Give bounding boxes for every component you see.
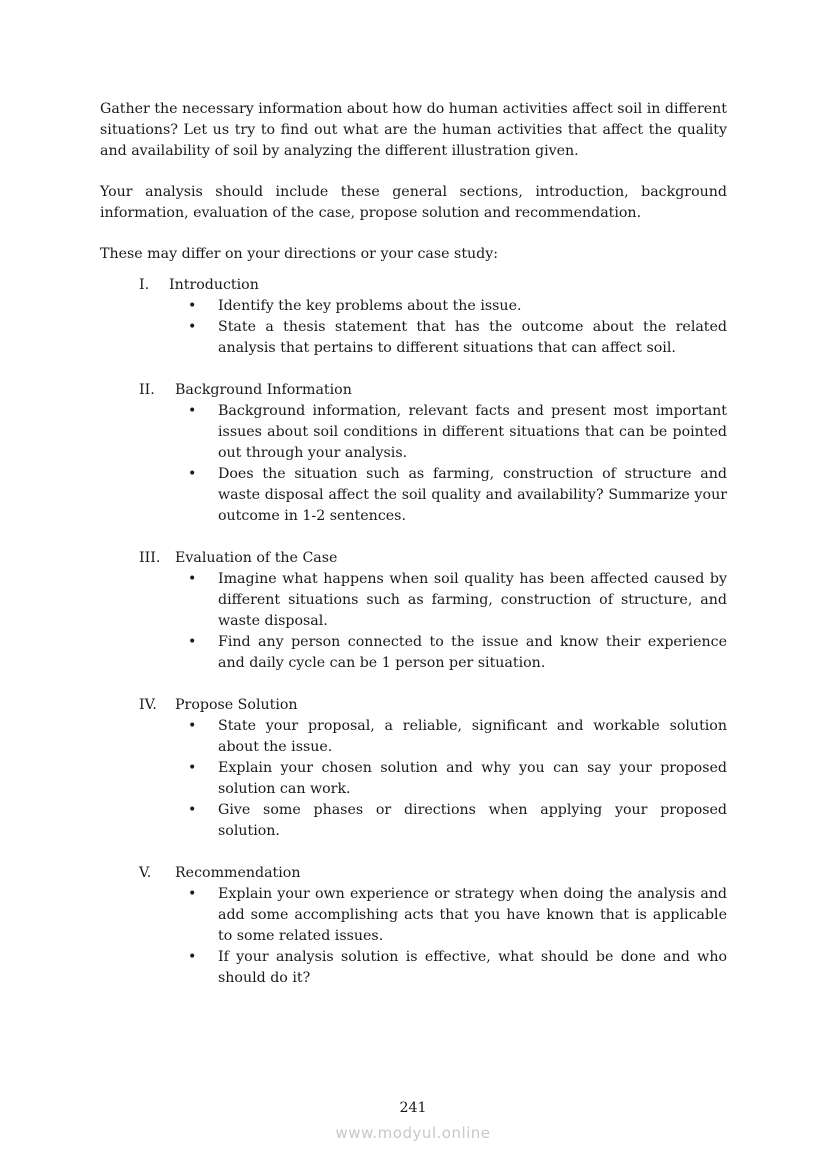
section-title: Recommendation <box>175 865 301 881</box>
bullet-item: • Give some phases or directions when applying your proposed solution. <box>218 800 727 842</box>
section-recommendation <box>100 863 727 989</box>
paragraph-gather-info: Gather the necessary information about how do human activities affect soil in different situations? Let us try to find out what are the human activities that affect the quality and availability of soil by analyzing the different illustration given. <box>100 101 728 159</box>
bullet-list <box>100 569 727 674</box>
document-body <box>100 99 727 1010</box>
bullet-item: • Does the situation such as farming, construction of structure and waste disposal affect the soil quality and availability? Summarize your outcome in 1-2 sentences. <box>218 464 727 527</box>
bullet-list <box>100 884 727 989</box>
section-title: Background Information <box>175 382 352 398</box>
bullet-item: • If your analysis solution is effective, what should be done and who should do it? <box>218 947 727 989</box>
section-heading <box>100 275 727 296</box>
bullet-list <box>100 401 727 527</box>
paragraph-analysis-sections: Your analysis should include these general sections, introduction, background information, evaluation of the case, propose solution and recommendation. <box>100 184 727 221</box>
section-numeral: IV. <box>139 697 157 713</box>
section-title: Evaluation of the Case <box>175 550 338 566</box>
section-numeral: II. <box>139 382 155 398</box>
section-evaluation-of-the-case <box>100 548 727 674</box>
section-numeral: III. <box>139 550 161 566</box>
bullet-item: • Imagine what happens when soil quality has been affected caused by different situations such as farming, construction of structure, and waste disposal. <box>218 569 727 632</box>
bullet-list <box>100 716 727 842</box>
section-background-information <box>100 380 727 527</box>
bullet-list <box>100 296 727 359</box>
section-numeral: V. <box>139 865 152 881</box>
bullet-item: • Identify the key problems about the issue. <box>218 296 727 317</box>
section-title: Introduction <box>169 277 259 293</box>
bullet-item: • Explain your chosen solution and why you can say your proposed solution can work. <box>218 758 727 800</box>
section-numeral: I. <box>139 277 150 293</box>
bullet-item: • Background information, relevant facts and present most important issues about soil conditions in different situations that can be pointed out through your analysis. <box>218 401 727 464</box>
bullet-item: • Find any person connected to the issue and know their experience and daily cycle can be 1 person per situation. <box>218 632 727 674</box>
page-number: 241 <box>399 1100 427 1116</box>
bullet-item: • State your proposal, a reliable, significant and workable solution about the issue. <box>218 716 727 758</box>
paragraph-directions-intro: These may differ on your directions or your case study: <box>100 246 499 262</box>
section-introduction <box>100 275 727 359</box>
section-heading <box>100 548 727 569</box>
section-propose-solution <box>100 695 727 842</box>
section-heading <box>100 380 727 401</box>
section-title: Propose Solution <box>175 697 298 713</box>
section-heading <box>100 695 727 716</box>
bullet-item: • Explain your own experience or strategy when doing the analysis and add some accomplishing acts that you have known that is applicable to some related issues. <box>218 884 727 947</box>
bullet-item: • State a thesis statement that has the outcome about the related analysis that pertains to different situations that can affect soil. <box>218 317 727 359</box>
section-heading <box>100 863 727 884</box>
watermark-text: www.modyul.online <box>335 1124 491 1142</box>
